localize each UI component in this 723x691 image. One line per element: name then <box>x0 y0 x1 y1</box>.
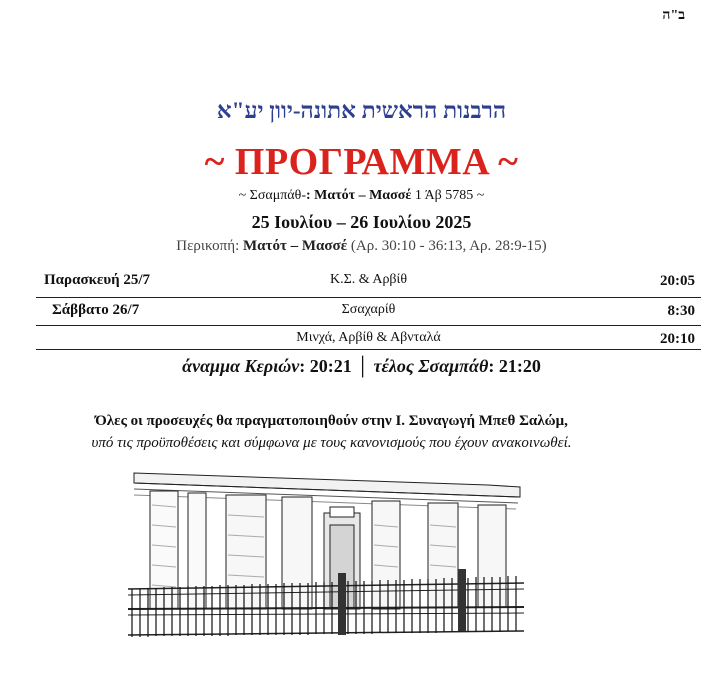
candle-times <box>0 356 723 377</box>
schedule-day: Παρασκευή 25/7 <box>44 272 151 288</box>
schedule-row <box>38 270 699 296</box>
candle-separator: │ <box>351 356 374 376</box>
parasha-name: : Ματότ – Μασσέ <box>306 188 412 203</box>
bh-heading: ב"ה <box>662 8 685 23</box>
row-divider <box>36 297 701 298</box>
conditions-note: υπό τις προϋποθέσεις και σύμφωνα με τους κανονισμούς που έχουν ανακοινωθεί. <box>91 435 572 451</box>
schedule-time: 8:30 <box>667 303 695 319</box>
pericope-label: Περικοπή: <box>176 238 244 254</box>
pericope-name: Ματότ – Μασσέ <box>243 238 348 254</box>
schedule-prayer: Κ.Σ. & Αρβίθ <box>329 272 408 287</box>
hebrew-org-title: הרבנות הראשית אתונה-יוון יע"א <box>216 98 507 123</box>
pericope-line <box>0 238 723 255</box>
parasha-line <box>0 188 723 204</box>
program-title: ~ ΠΡΟΓΡΑΜΜΑ ~ <box>204 141 519 183</box>
schedule-day: Σάββατο 26/7 <box>52 302 140 318</box>
parasha-prefix: ~ Σσαμπάθ- <box>238 188 306 203</box>
schedule-time: 20:10 <box>660 331 695 347</box>
pericope-refs: (Αρ. 30:10 - 36:13, Αρ. 28:9-15) <box>347 238 547 254</box>
candle-label: άναμμα Κεριών <box>182 356 300 376</box>
schedule-prayer: Σσαχαρίθ <box>341 302 396 317</box>
row-divider <box>36 325 701 326</box>
schedule-time: 20:05 <box>660 273 695 289</box>
parasha-suffix: 1 Άβ 5785 ~ <box>411 188 485 203</box>
schedule-row <box>38 300 699 326</box>
dates-line: 25 Ιουλίου – 26 Ιουλίου 2025 <box>251 212 472 232</box>
location-note: Όλες οι προσευχές θα πραγματοποιηθούν στην Ι. Συναγωγή Μπεθ Σαλώμ, <box>95 413 568 429</box>
schedule-row <box>38 328 699 354</box>
shabbat-end-label: τέλος Σσαμπάθ <box>373 356 489 376</box>
synagogue-facade-sketch-icon <box>128 465 524 645</box>
candle-value: : 20:21 <box>299 356 352 376</box>
shabbat-end-value: : 21:20 <box>488 356 541 376</box>
row-divider <box>36 349 701 350</box>
schedule-prayer: Μινχά, Αρβίθ & Αβνταλά <box>296 330 441 345</box>
